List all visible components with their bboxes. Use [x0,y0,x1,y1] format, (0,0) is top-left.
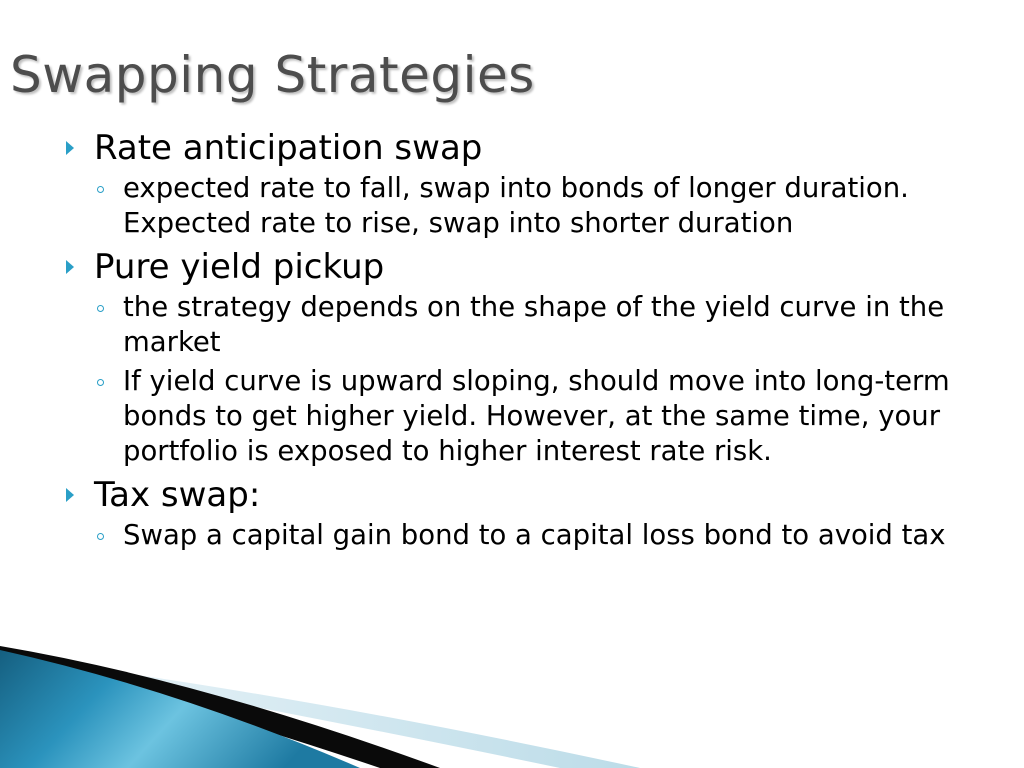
triangle-right-icon [66,260,74,274]
sub-bullet-text: If yield curve is upward sloping, should move into long-term bonds to get higher yield. However, at the same time, your portfolio is exposed to higher interest rate risk. [123,365,950,467]
bullet-text: Pure yield pickup [94,247,385,287]
bullet-list [62,128,962,553]
ring-bullet-icon [97,533,104,540]
sub-bullet-item [62,518,962,553]
sub-bullet-item [62,290,962,360]
ribbon-light-band [70,668,640,768]
bullet-item [62,475,962,515]
sub-bullet-text: the strategy depends on the shape of the yield curve in the market [123,291,945,358]
bullet-item [62,247,962,287]
ribbon-black-band [0,646,440,768]
ring-bullet-icon [97,305,104,312]
sub-bullet-item [62,171,962,241]
slide-title: Swapping Strategies [10,46,535,104]
ring-bullet-icon [97,186,104,193]
bullet-text: Tax swap: [94,475,261,515]
bullet-text: Rate anticipation swap [94,128,483,168]
sub-bullet-item [62,364,962,469]
sub-bullet-text: Swap a capital gain bond to a capital loss bond to avoid tax [123,519,946,551]
triangle-right-icon [66,141,74,155]
sub-bullet-text: expected rate to fall, swap into bonds of longer duration. Expected rate to rise, swap into shorter duration [123,172,909,239]
triangle-right-icon [66,488,74,502]
ring-bullet-icon [97,379,104,386]
ribbon-blue-band [0,650,360,768]
bullet-item [62,128,962,168]
